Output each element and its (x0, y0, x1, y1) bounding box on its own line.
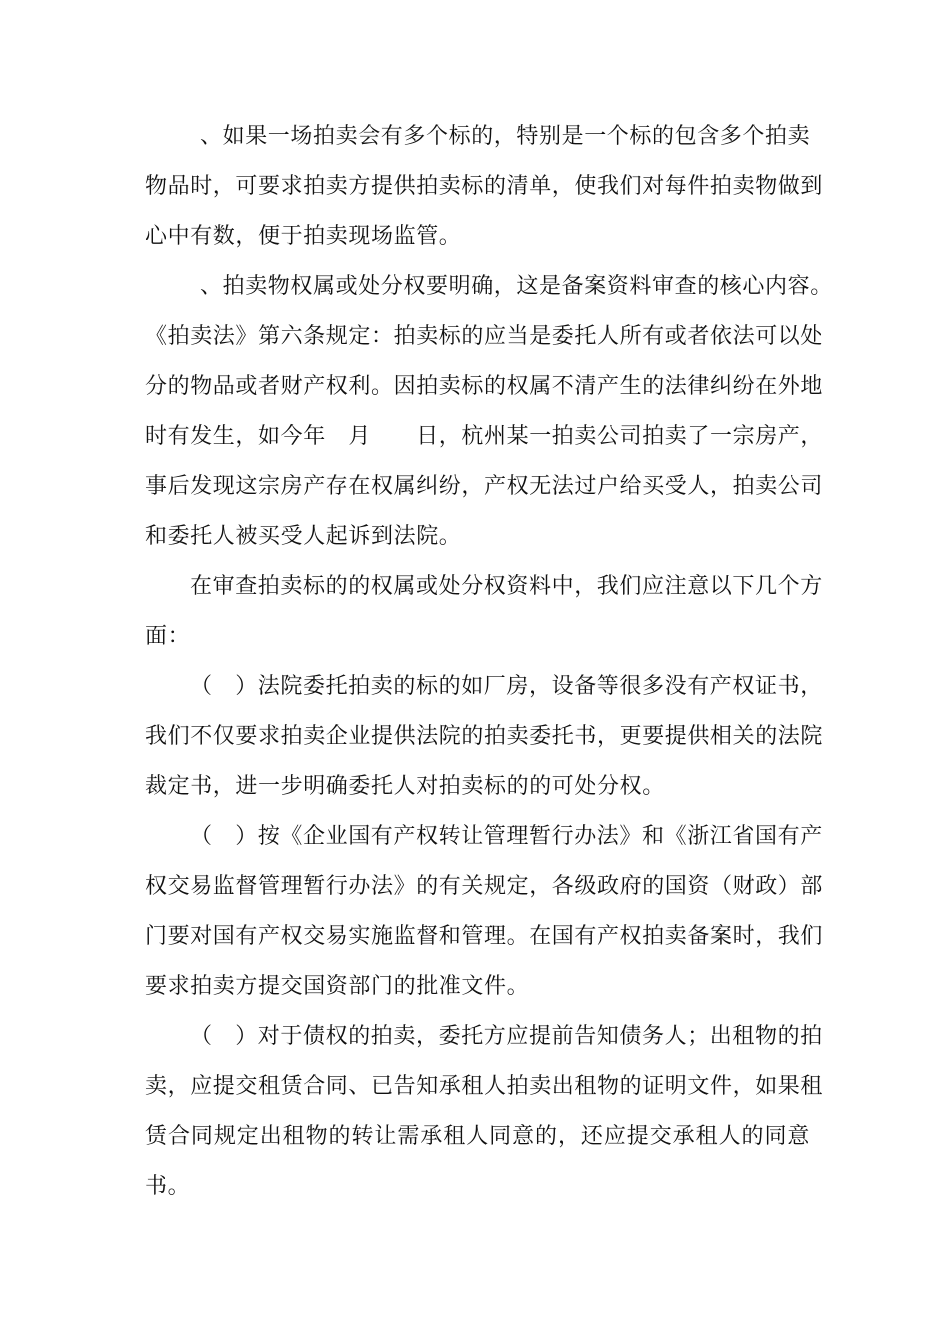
text-line: 心中有数，便于拍卖现场监管。 (145, 224, 462, 249)
text-line: 时有发生，如今年 月 日，杭州某一拍卖公司拍卖了一宗房产， (145, 424, 824, 449)
text-line: 、拍卖物权属或处分权要明确，这是备案资料审查的核心内容。 (200, 274, 833, 299)
text-line: （ ）按《企业国有产权转让管理暂行办法》和《浙江省国有产 (190, 824, 823, 849)
text-line: 我们不仅要求拍卖企业提供法院的拍卖委托书，更要提供相关的法院 (145, 724, 824, 749)
text-line: 门要对国有产权交易实施监督和管理。在国有产权拍卖备案时，我们 (145, 924, 824, 949)
text-line: 物品时，可要求拍卖方提供拍卖标的清单，使我们对每件拍卖物做到 (145, 174, 824, 199)
text-line: 事后发现这宗房产存在权属纠纷，产权无法过户给买受人，拍卖公司 (145, 474, 824, 499)
text-line: 在审查拍卖标的的权属或处分权资料中，我们应注意以下几个方 (190, 574, 823, 599)
text-line: 赁合同规定出租物的转让需承租人同意的，还应提交承租人的同意 (145, 1124, 810, 1149)
text-line: 卖，应提交租赁合同、已告知承租人拍卖出租物的证明文件，如果租 (145, 1074, 824, 1099)
text-line: 分的物品或者财产权利。因拍卖标的权属不清产生的法律纠纷在外地 (145, 374, 824, 399)
text-line: 权交易监督管理暂行办法》的有关规定，各级政府的国资（财政）部 (145, 874, 824, 899)
text-line: （ ）法院委托拍卖的标的如厂房，设备等很多没有产权证书， (190, 674, 823, 699)
text-line: 《拍卖法》第六条规定：拍卖标的应当是委托人所有或者依法可以处 (145, 324, 824, 349)
text-line: 、如果一场拍卖会有多个标的，特别是一个标的包含多个拍卖 (200, 124, 811, 149)
text-line: 裁定书，进一步明确委托人对拍卖标的的可处分权。 (145, 774, 665, 799)
text-line: 和委托人被买受人起诉到法院。 (145, 524, 462, 549)
text-line: （ ）对于债权的拍卖，委托方应提前告知债务人；出租物的拍 (190, 1024, 823, 1049)
text-line: 书。 (145, 1174, 191, 1199)
text-line: 要求拍卖方提交国资部门的批准文件。 (145, 974, 530, 999)
text-line: 面： (145, 624, 191, 649)
